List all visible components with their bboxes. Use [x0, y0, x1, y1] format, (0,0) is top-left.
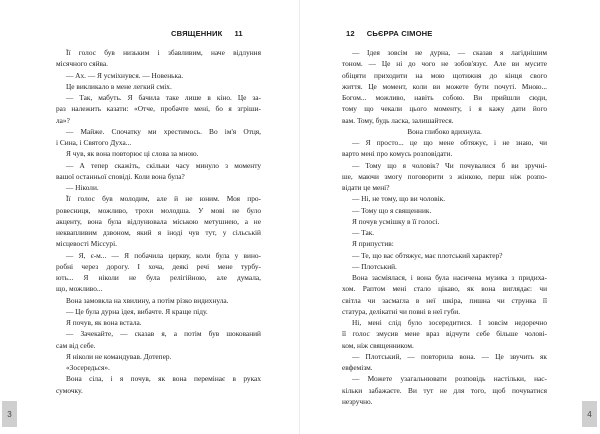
text-line: Це викликало в мене легкий сміх.	[66, 81, 172, 91]
text-line: — А тепер скажіть, скільки часу минуло з моменту	[66, 160, 261, 170]
text-line: світла чи засмагла в неї шкіра, пишна чи струнка її	[342, 295, 547, 305]
running-head-page-number: 11	[234, 29, 243, 38]
text-line: що, можливо...	[56, 284, 103, 294]
text-line: місцевості Міссурі.	[56, 239, 117, 249]
folio-right: 4	[582, 401, 597, 427]
text-line: Я почув, як вона встала.	[66, 318, 142, 327]
text-line: неквапливим дзвоном, який я іноді чув тут, у сільській	[56, 228, 261, 237]
text-line: — Я просто... це що мене обтяжує, і не знаю, чи	[352, 138, 547, 147]
text-line: варто мені про комусь розповідати.	[342, 149, 453, 159]
text-line: — Те, що вас обтяжує, має плотський характер?	[352, 250, 503, 260]
text-line: — Плотський, — повторила вона. — Це звучить як	[352, 351, 547, 361]
text-line: статура, делікатні чи повні в неї губи.	[342, 306, 461, 316]
text-line: — Ніколи.	[66, 183, 99, 192]
text-line: Її голос був молодим, але й не юним. Моя про-	[66, 194, 261, 204]
text-line: кільки забажаєте. Ви тут не для того, щоб почуватися	[342, 385, 547, 395]
text-line: Я почув усмішку в її голосі.	[352, 216, 440, 226]
right-page	[300, 0, 600, 434]
text-line: — Тому що я чоловік? Чи почувалися б ви зручні-	[352, 160, 547, 170]
text-line: — Зачекайте, — сказав я, а потім був шокований	[66, 329, 261, 339]
text-line: сам від себе.	[56, 340, 96, 350]
text-line: незручно.	[342, 396, 373, 406]
text-line: Я ніколи не командував. Дотепер.	[66, 351, 172, 361]
text-line: тому що чекали цього моменту, і я кажу дати його	[342, 104, 547, 114]
text-line: — Ах. — Я усміхнувся. — Новенька.	[66, 70, 184, 80]
text-line: раз належить казати: «Отче, пробачте мені, бо я згріши-	[56, 104, 261, 114]
text-line: ком, ніж священником.	[342, 340, 414, 350]
running-head-title: СВЯЩЕННИК	[171, 29, 223, 38]
running-head-title: СЬЄРРА СІМОНЕ	[366, 29, 433, 38]
text-line: — Тому що я священник.	[352, 205, 432, 215]
text-line: Вона замовкла на хвилину, а потім різко видихнула.	[66, 295, 229, 305]
text-line: — Можете узагальнювати розповідь настільки, нас-	[352, 374, 547, 384]
text-line: ла»?	[56, 115, 70, 125]
text-line: — Майже. Спочатку ми хрестимось. Во ім'я Отця,	[66, 126, 261, 136]
text-line: тоном. — Це ні до чого не зобов'язує. Але ви мусите	[342, 59, 547, 69]
text-line: Ні, мені слід було зосередитися. І зовсім недоречно	[352, 318, 547, 327]
text-line: ше, маючи змогу поговорити з жінкою, перш ніж розпо-	[342, 171, 547, 181]
text-line: Я чув, як вона повторює ці слова за мною.	[66, 149, 199, 159]
right-page-body-text	[342, 47, 547, 407]
text-line: робні через дорогу. І хоча, деякі речі мене турбу-	[56, 261, 261, 271]
text-line: Вона сіла, і я почув, як вона перемінає в руках	[66, 374, 261, 384]
text-line: — Плотський.	[352, 261, 397, 271]
text-line: вам. Тому, будь ласка, залишайтеся.	[342, 115, 454, 125]
text-line: сумочку.	[56, 385, 83, 395]
text-line: Я припустив:	[352, 239, 394, 249]
text-line: — Ні, не тому, що ви чоловік.	[352, 194, 446, 204]
text-line: її голос змусив мене враз відчути себе більше чолові-	[342, 329, 547, 339]
text-line: ють... Я ніколи не була релігійною, але думала,	[56, 273, 261, 282]
text-line: життя. Це момент, коли ви можете бути почуті. Мною...	[342, 81, 547, 91]
running-head-page-number: 12	[346, 29, 355, 38]
text-line: відати це мені?	[342, 183, 390, 192]
text-line: — Це була дурна ідея, вибачте. Я краще піду.	[66, 306, 208, 316]
text-line: Богом... можливо, навіть собою. Ви прийшли сюди,	[342, 93, 547, 102]
text-line: Вона засміялася, і вона була насичена музика з придиха-	[352, 273, 547, 282]
text-line: евфемізм.	[342, 363, 373, 372]
text-line: — Ідея зовсім не дурна, — сказав я лагіднішим	[352, 48, 547, 57]
text-line: вашої останньої сповіді. Коли вона була?	[56, 171, 185, 181]
text-line: — Так, мабуть. Я бачила таке лише в кіно. Це за-	[66, 93, 261, 102]
folio-left: 3	[2, 401, 17, 427]
text-line: Вона глибоко вдихнула.	[407, 126, 482, 136]
text-line: акценту, вона була відлунювала міською метушнею, а не	[56, 216, 261, 226]
text-line: — Так.	[352, 228, 375, 237]
text-line: «Зосередься».	[66, 363, 110, 372]
text-line: Її голос був низьким і збавливим, наче відлуння	[66, 48, 261, 57]
running-head-left	[171, 29, 243, 41]
text-line: обіцяти приходити на мою щотижня до кінця свого	[342, 70, 547, 80]
text-line: — Я, є-м... — Я побачила церкву, коли була у вино-	[66, 250, 261, 260]
running-head-right	[346, 29, 432, 41]
text-line: і Сина, і Святого Духа...	[56, 138, 132, 147]
text-line: хом. Раптом мені стало цікаво, як вона виглядає: чи	[342, 284, 547, 294]
text-line: місячного сяйва.	[56, 59, 108, 69]
left-page-body-text	[56, 47, 261, 396]
text-line: ровесниця, можливо, трохи молодша. У мові не було	[56, 205, 261, 215]
